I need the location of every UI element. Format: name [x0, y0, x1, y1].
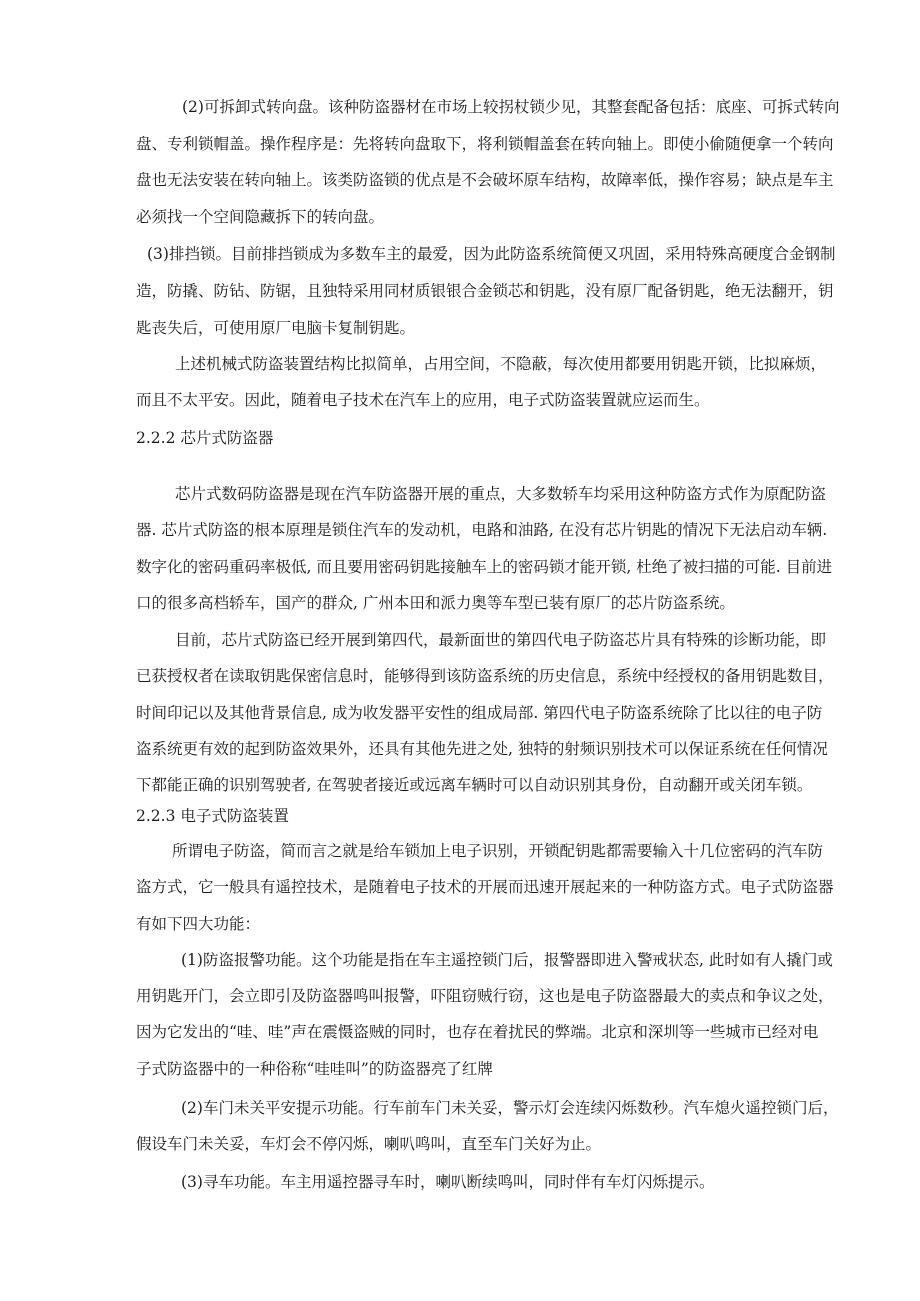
paragraph-line: 子式防盗器中的一种俗称“哇哇叫”的防盗器亮了红牌: [136, 1060, 493, 1078]
paragraph-line: 匙丧失后，可使用原厂电脑卡复制钥匙。: [136, 319, 416, 337]
paragraph-line: 盘也无法安装在转向轴上。该类防盗锁的优点是不会破坏原车结构，故障率低，操作容易；缺点是车主: [136, 171, 834, 189]
paragraph-line: 盗系统更有效的起到防盗效果外，还具有其他先进之处, 独特的射频识别技术可以保证系统在任何情况: [136, 740, 828, 758]
paragraph-line: 有如下四大功能：: [136, 915, 261, 933]
section-heading: 2.2.2 芯片式防盗器: [136, 429, 274, 447]
paragraph-line: 上述机械式防盗装置结构比拟简单，占用空间，不隐蔽，每次使用都要用钥匙开锁，比拟麻烦，: [175, 355, 827, 373]
paragraph-line: 盗方式，它一般具有遥控技术，是随着电子技术的开展而迅速开展起来的一种防盗方式。电子式防盗器: [136, 878, 834, 896]
paragraph-line: 器. 芯片式防盗的根本原理是锁住汽车的发动机，电路和油路, 在没有芯片钥匙的情况下无法启动车辆.: [136, 521, 828, 539]
paragraph-line: 目前，芯片式防盗已经开展到第四代，最新面世的第四代电子防盗芯片具有特殊的诊断功能，即: [175, 631, 827, 649]
paragraph-line: 下都能正确的识别驾驶者, 在驾驶者接近或远离车辆时可以自动识别其身份，自动翻开或关闭车锁。: [136, 776, 813, 794]
paragraph-line: 造，防撬、防钻、防锯，且独特采用同材质银银合金锁芯和钥匙，没有原厂配备钥匙，绝无法翻开，钥: [136, 282, 834, 300]
paragraph-line: (1)防盗报警功能。这个功能是指在车主遥控锁门后，报警器即进入警戒状态, 此时如有人撬门或: [181, 951, 833, 969]
paragraph-line: 芯片式数码防盗器是现在汽车防盗器开展的重点，大多数轿车均采用这种防盗方式作为原配防盗: [175, 485, 827, 503]
paragraph-line: 必须找一个空间隐藏拆下的转向盘。: [136, 208, 385, 226]
paragraph-line: 口的很多高档轿车，国产的群众, 广州本田和派力奥等车型已装有原厂的芯片防盗系统。: [136, 594, 735, 612]
paragraph-line: 而且不太平安。因此，随着电子技术在汽车上的应用，电子式防盗装置就应运而生。: [136, 391, 710, 409]
paragraph-line: 时间印记以及其他背景信息, 成为收发器平安性的组成局部. 第四代电子防盗系统除了比以往的电子防: [136, 704, 823, 722]
paragraph-line: 盘、专利锁帽盖。操作程序是：先将转向盘取下，将利锁帽盖套在转向轴上。即使小偷随便拿一个转向: [136, 135, 834, 153]
paragraph-line: (3)寻车功能。车主用遥控器寻车时，喇叭断续鸣叫，同时伴有车灯闪烁提示。: [181, 1173, 715, 1191]
paragraph-line: (2)车门未关平安提示功能。行车前车门未关妥，警示灯会连续闪烁数秒。汽车熄火遥控锁门后，: [181, 1099, 839, 1117]
paragraph-line: (3)排挡锁。目前排挡锁成为多数车主的最爱，因为此防盗系统简便又巩固，采用特殊高硬度合金钢制: [147, 245, 836, 263]
paragraph-line: 用钥匙开门，会立即引及防盗器鸣叫报警，吓阻窃贼行窃，这也是电子防盗器最大的卖点和争议之处，: [136, 987, 834, 1005]
section-heading: 2.2.3 电子式防盗装置: [136, 807, 289, 825]
paragraph-line: 数字化的密码重码率极低, 而且要用密码钥匙接触车上的密码锁才能开锁, 杜绝了被扫描的可能. 目前进: [136, 558, 833, 576]
paragraph-line: 已获授权者在读取钥匙保密信息时，能够得到该防盗系统的历史信息，系统中经授权的备用钥匙数目，: [136, 667, 834, 685]
paragraph-line: 因为它发出的“哇、哇”声在震慑盗贼的同时，也存在着扰民的弊端。北京和深圳等一些城市已经对电: [136, 1023, 819, 1041]
paragraph-line: 所谓电子防盗，简而言之就是给车锁加上电子识别，开锁配钥匙都需要输入十几位密码的汽车防: [172, 842, 824, 860]
paragraph-line: 假设车门未关妥，车灯会不停闪烁，喇叭鸣叫，直至车门关好为止。: [136, 1135, 602, 1153]
paragraph-line: (2)可拆卸式转向盘。该种防盗器材在市场上较拐杖锁少见，其整套配备包括：底座、可拆式转向: [182, 98, 840, 116]
